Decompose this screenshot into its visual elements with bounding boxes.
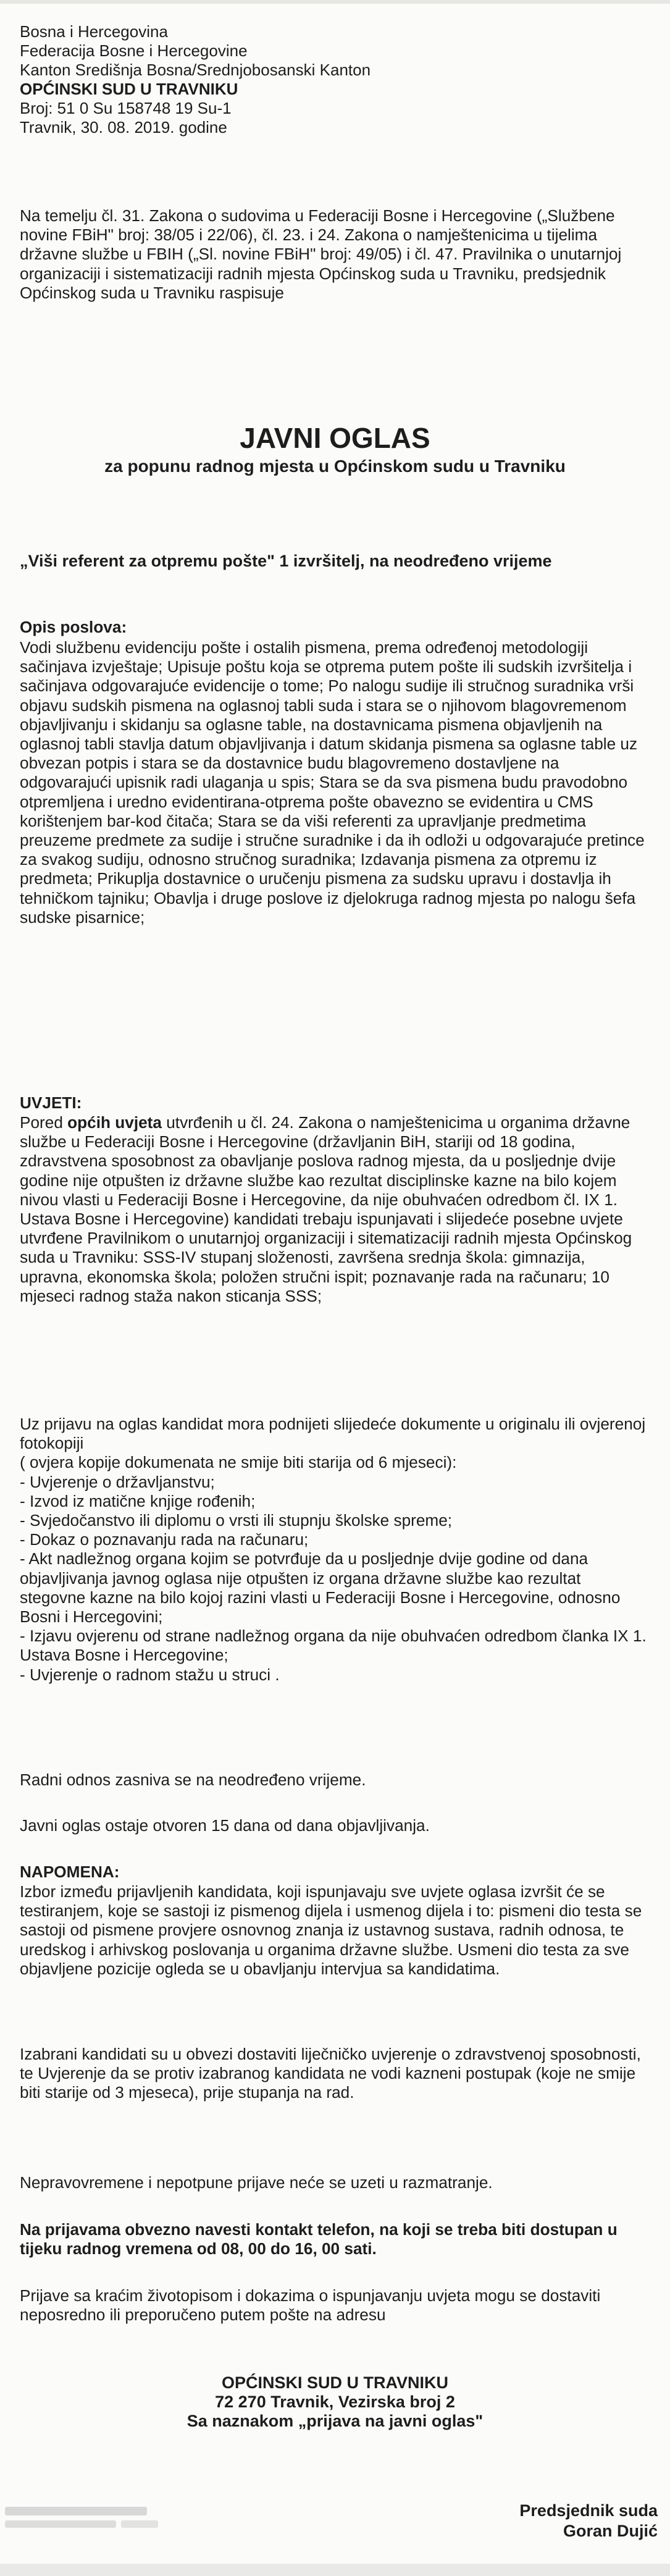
address-note: Sa naznakom „prijava na javni oglas" xyxy=(186,2412,484,2431)
intro-paragraph: Na temelju čl. 31. Zakona o sudovima u Federaciji Bosne i Hercegovine („Službene novine FBiH" broj: 38/05 i 22/06), čl. 23. i 24. Zakona o namještenicima u tijelima državne službe u FBIH („Sl. novine FBiH" broj: 49/05) i čl. 47. Pravilnika o unutarnjoj organizaciji i sistematizaciji radnih mjesta Općinskog suda u Travniku, predsjednik Općinskog suda u Travniku raspisuje xyxy=(20,206,622,302)
prijave-paragraph: Prijave sa kraćim životopisom i dokazima o ispunjavanju uvjeta mogu se dostaviti neposredno ili preporučeno putem pošte na adresu xyxy=(20,2286,601,2325)
uvjeti-pre: Pored xyxy=(20,1113,68,1132)
header-reference: Broj: 51 0 Su 158748 19 Su-1 xyxy=(20,99,232,117)
header-court: OPĆINSKI SUD U TRAVNIKU xyxy=(20,80,238,98)
page-top-edge xyxy=(0,0,670,4)
signature-block xyxy=(519,2501,658,2541)
faded-stamp xyxy=(4,2502,189,2539)
signature-name: Goran Dujić xyxy=(563,2522,658,2540)
position-title: „Viši referent za otpremu pošte" 1 izvršitelj, na neodređeno vrijeme xyxy=(20,552,552,570)
docs-list xyxy=(20,1473,650,1685)
header-canton: Kanton Središnja Bosna/Srednjobosanski Kanton xyxy=(20,61,371,79)
opis-heading: Opis poslova: xyxy=(20,618,127,636)
izabrani-paragraph: Izabrani kandidati su u obvezi dostaviti liječničko uvjerenje o zdravstvenoj sposobnosti, te Uvjerenje da se protiv izabranog kandidata ne vodi kazneni postupak (koje ne smije biti starije od 3 mjeseca), prije stupanja na rad. xyxy=(20,2045,641,2102)
header-date: Travnik, 30. 08. 2019. godine xyxy=(20,118,227,137)
oglas-otvoren: Javni oglas ostaje otvoren 15 dana od dana objavljivanja. xyxy=(20,1816,430,1835)
header-block xyxy=(20,22,371,137)
list-item: - Izvod iz matične knjige rođenih; xyxy=(20,1491,256,1510)
header-federation: Federacija Bosne i Hercegovine xyxy=(20,41,248,60)
uvjeti-text xyxy=(20,1113,650,1306)
docs-note: ( ovjera kopije dokumenata ne smije biti starija od 6 mjeseci): xyxy=(20,1453,457,1472)
page-bottom-edge xyxy=(0,2564,670,2576)
docs-intro: Uz prijavu na oglas kandidat mora podnijeti slijedeće dokumente u originalu ili ovjerenoj fotokopiji xyxy=(20,1415,646,1453)
address-court: OPĆINSKI SUD U TRAVNIKU xyxy=(221,2373,449,2392)
list-item: - Uvjerenje o radnom stažu u struci . xyxy=(20,1665,280,1684)
document-subtitle: za popunu radnog mjesta u Općinskom sudu u Travniku xyxy=(104,457,566,476)
napomena-heading: NAPOMENA: xyxy=(20,1863,120,1881)
nepravovremene-paragraph: Nepravovremene i nepotpune prijave neće se uzeti u razmatranje. xyxy=(20,2173,493,2192)
uvjeti-bold: općih uvjeta xyxy=(67,1113,162,1132)
signature-role: Predsjednik suda xyxy=(519,2501,658,2520)
uvjeti-heading: UVJETI: xyxy=(20,1093,82,1112)
kontakt-paragraph: Na prijavama obvezno navesti kontakt telefon, na koji se treba biti dostupan u tijeku radnog vremena od 08, 00 do 16, 00 sati. xyxy=(20,2220,618,2258)
list-item: - Akt nadležnog organa kojim se potvrđuje da u posljednje dvije godine od dana objavljivanja javnog oglasa nije otpušten iz organa državne službe kao rezultat stegovne kazne na bilo kojoj razini vlasti u Federaciji Bosne i Hercegovine, odnosno Bosni i Hercegovini; xyxy=(20,1549,621,1627)
list-item: - Svjedočanstvo ili diplomu o vrsti ili stupnju školske spreme; xyxy=(20,1511,453,1530)
napomena-text: Izbor između prijavljenih kandidata, koji ispunjavaju sve uvjete oglasa izvršit će se testiranjem, koje se sastoji iz pismenog dijela i usmenog dijela i to: pismeni dio testa se sastoji od pismene provjere osnovnog znanja iz ustavnog sustava, radnih odnosa, te uredskog i arhivskog poslovanja u organima državne službe. Usmeni dio testa za sve objavljene pozicije ogleda se u obavljanju intervjua sa kandidatima. xyxy=(20,1882,642,1978)
document-title: JAVNI OGLAS xyxy=(240,422,430,454)
opis-text: Vodi službenu evidenciju pošte i ostalih pismena, prema određenoj metodologiji sačinjava izvještaje; Upisuje poštu koja se otprema putem pošte ili sudskih izvršitelja i sačinjava odgovarajuće evidencije o tome; Po nalogu sudije ili stručnog suradnika vrši objavu sudskih pismena na oglasnoj tabli suda i stara se o njihovom blagovremenom objavljivanju i skidanju sa oglasne table, na dostavnicama pismena objavljenih na oglasnoj tabli stavlja datum objavljivanja i datum skidanja pismena sa oglasne table uz obvezan potpis i stara se da dostavnice budu blagovremeno dostavljene na odgovarajući upisnik radi ulaganja u spis; Stara se da sva pismena budu pravodobno otpremljena i uredno evidentirana-otprema pošte obavezno se evidentira u CMS korištenjem bar-kod čitača; Stara se da viši referenti za upravljanje predmetima preuzeme predmete za sudije i stručne suradnike i da ih odloži u odgovarajuće pretince za svakog sudiju, odnosno stručnog suradnika; Izdavanja pismena za otpremu iz predmeta; Prikuplja dostavnice o uručenju pismena za sudsku upravu i dostavlja ih tehničkom tajniku; Obavlja i druge poslove iz djelokruga radnog mjesta po nalogu šefa sudske pisarnice; xyxy=(20,638,645,927)
docs-block xyxy=(20,1415,650,1685)
address-block xyxy=(20,2373,650,2431)
list-item: - Izjavu ovjerenu od strane nadležnog organa da nije obuhvaćen odredbom članka IX 1. Ustava Bosne i Hercegovine; xyxy=(20,1627,647,1665)
uvjeti-body: utvrđenih u čl. 24. Zakona o namještenicima u organima državne službe u Federaciji Bosne i Hercegovine (državljanin BiH, stariji od 18 godina, zdravstvena sposobnost za obavljanje poslova radnog mjesta, da u posljednje dvije godine nije otpušten iz državne službe kao rezultat disciplinske kazne na bilo kojem nivou vlasti u Federaciji Bosne i Hercegovine, da nije obuhvaćen odredbom čl. IX 1. Ustava Bosne i Hercegovine) kandidati trebaju ispunjavati i slijedeće posebne uvjete utvrđene Pravilnikom o unutarnjoj organizaciji i sitematizaciji radnih mjesta Općinskog suda u Travniku: SSS-IV stupanj složenosti, završena srednja škola: gimnazija, upravna, ekonomska škola; položen stručni ispit; poznavanje rada na računaru; 10 mjeseci radnog staža nakon sticanja SSS; xyxy=(20,1113,632,1305)
list-item: - Uvjerenje o državljanstvu; xyxy=(20,1472,215,1491)
radni-odnos: Radni odnos zasniva se na neodređeno vrijeme. xyxy=(20,1770,366,1789)
header-country: Bosna i Hercegovina xyxy=(20,22,168,41)
address-street: 72 270 Travnik, Vezirska broj 2 xyxy=(215,2393,455,2412)
list-item: - Dokaz o poznavanju rada na računaru; xyxy=(20,1530,309,1549)
